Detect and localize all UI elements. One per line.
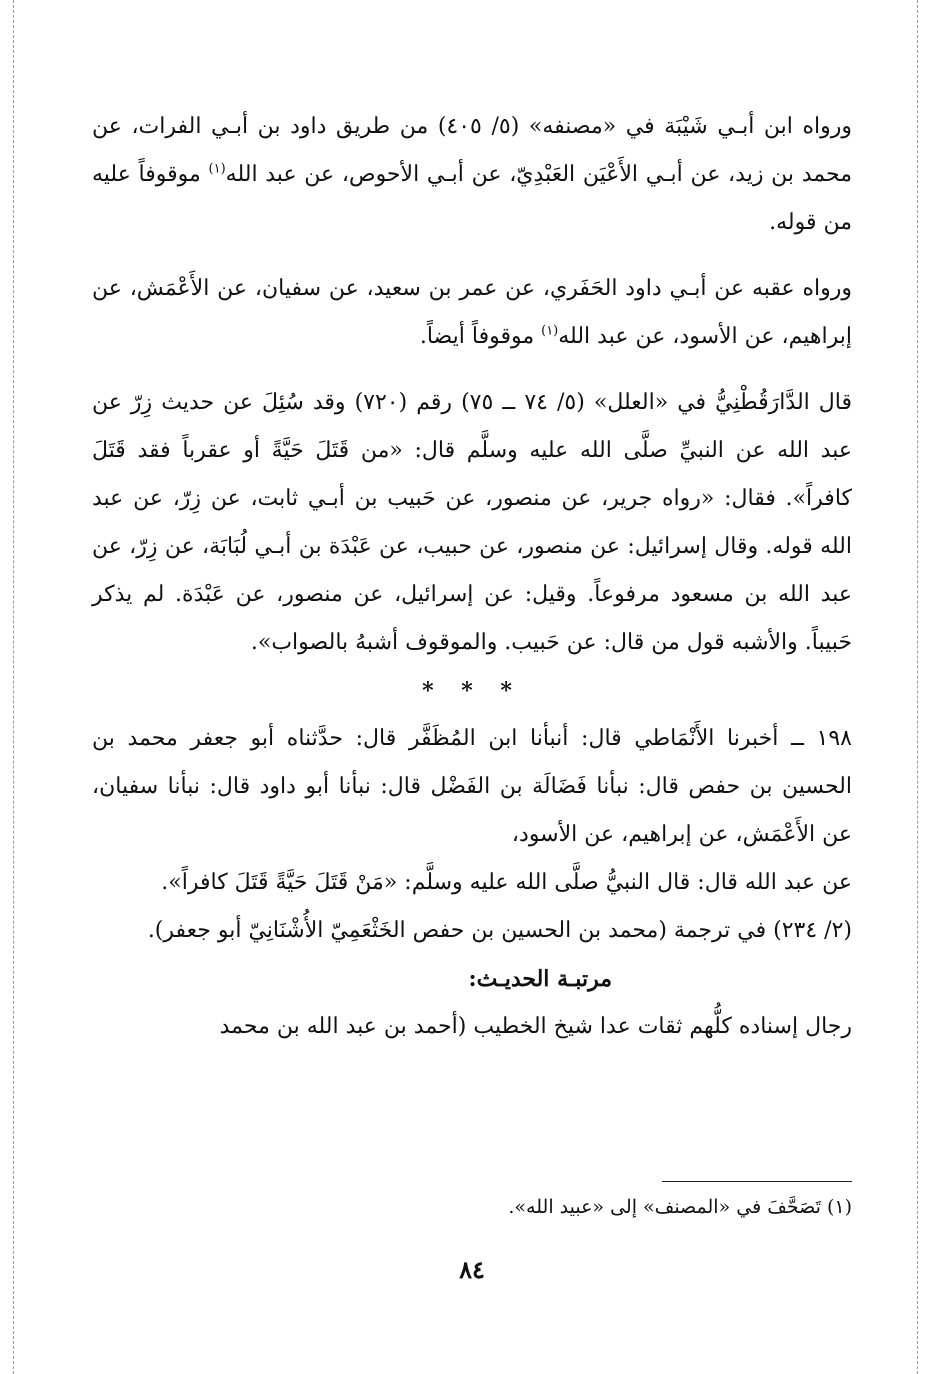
hadith-198-text: عن عبد الله قال: قال النبيُّ صلَّى الله عليه وسلَّم: «مَنْ قَتَلَ حَيَّةً قَتَلَ كافراً».	[161, 870, 852, 895]
page-number: ٨٤	[459, 1255, 485, 1284]
footnote-ref: (١)	[208, 161, 226, 177]
main-text	[92, 103, 852, 1051]
section-heading: مرتبـة الحديـث:	[468, 966, 612, 992]
paragraph-2-tail: موقوفاً أيضاً.	[419, 324, 542, 349]
footnote: (١) تَصَحَّفَ في «المصنف» إلى «عبيد الله».	[508, 1196, 852, 1218]
footnote-divider	[662, 1181, 852, 1182]
paragraph-1-text: ورواه ابن أبـي شَيْبَة في «مصنفه» (٥/ ٤٠٥) من طريق داود بن أبـي الفرات، عن محمد بن زيد، عن أبـي الأَعْيَن العَبْدِيّ، عن أبـي الأحوص، عن عبد الله	[92, 114, 852, 187]
scan-edge-right	[917, 0, 918, 1374]
section-separator: * * *	[422, 678, 522, 704]
paragraph-3: قال الدَّارَقُطْنِيُّ في «العلل» (٥/ ٧٤ ــ ٧٥) رقم (٧٢٠) وقد سُئِلَ عن حديث زِرّ عن عبد الله عن النبيِّ صلَّى الله عليه وسلَّم قال: «من قَتَلَ حَيَّةً أو عقرباً فقد قَتَلَ كافراً». فقال: «رواه جرير، عن منصور، عن حَبيب بن أبـي ثابت، عن زِرّ، عن عبد الله قوله. وقال إسرائيل: عن منصور، عن حبيب، عن عَبْدَة بن أبـي لُبَابَة، عن زِرّ، عن عبد الله بن مسعود مرفوعاً. وقيل: عن إسرائيل، عن منصور، عن عَبْدَة. لم يذكر حَبيباً. والأشبه قول من قال: عن حَبيب. والموقوف أشبهُ بالصواب».	[92, 390, 853, 655]
paragraph-grading: رجال إسناده كلُّهم ثقات عدا شيخ الخطيب (أحمد بن عبد الله بن محمد	[219, 1014, 852, 1039]
paragraph-1-tail: موقوفاً عليه من قوله.	[92, 162, 852, 235]
paragraph-2-text: ورواه عقبه عن أبـي داود الحَفَري، عن عمر بن سعيد، عن سفيان، عن الأَعْمَش، عن إبراهيم، عن الأسود، عن عبد الله	[92, 276, 852, 349]
scan-edge-left	[13, 0, 14, 1374]
paragraph-1	[92, 103, 852, 247]
hadith-198: ١٩٨ ــ أخبرنا الأَنْمَاطي قال: أنبأنا ابن المُظَفَّر قال: حدَّثناه أبو جعفر محمد بن الحسين بن حفص قال: نبأنا فَضَالَة بن الفَضْل قال: نبأنا أبو داود قال: نبأنا سفيان، عن الأَعْمَش، عن إبراهيم، عن الأسود،	[92, 726, 852, 847]
source-reference: (٢/ ٢٣٤) في ترجمة (محمد بن الحسين بن حفص الخَثْعَمِيّ الأُشْنَانِيّ أبو جعفر).	[147, 918, 852, 943]
paragraph-2	[92, 265, 852, 361]
footnote-ref: (١)	[541, 323, 559, 339]
